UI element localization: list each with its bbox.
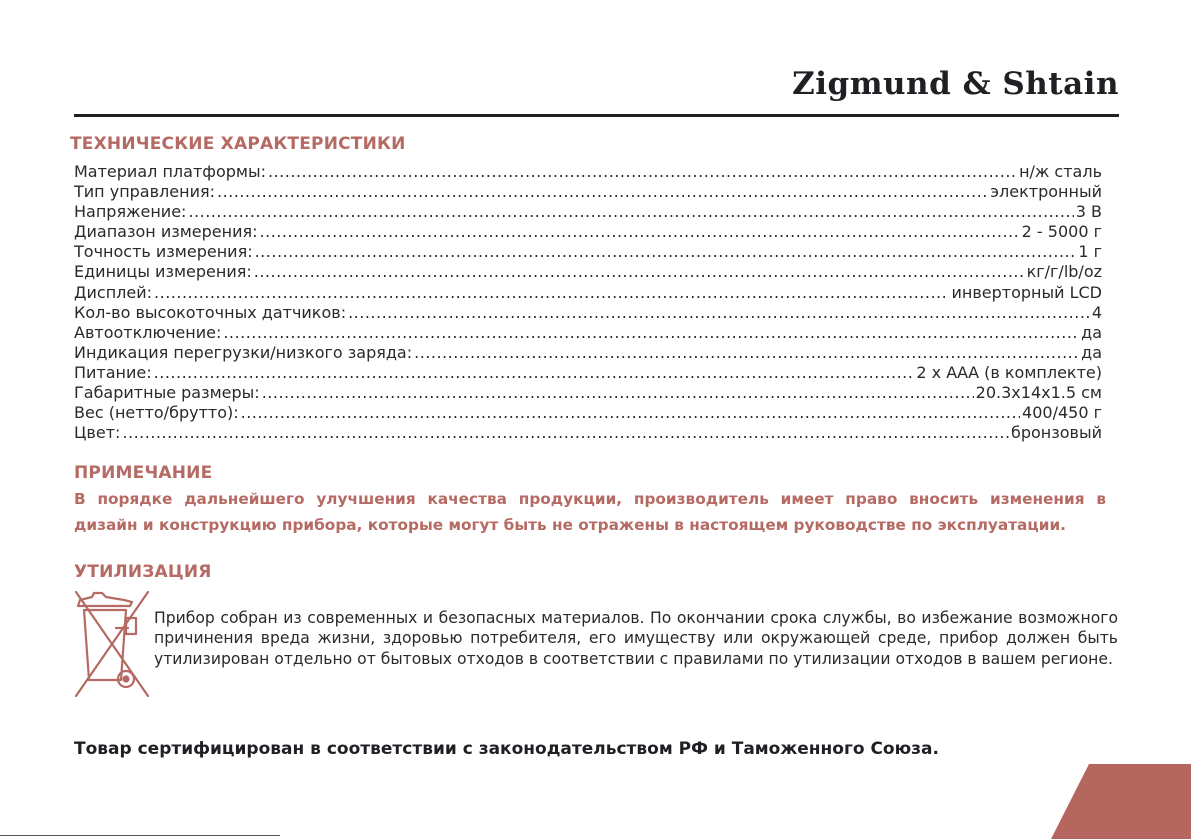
spec-value: 2 х ААА (в комплекте) (916, 362, 1102, 382)
spec-value: электронный (990, 182, 1102, 202)
spec-leader (154, 283, 949, 303)
spec-row (74, 383, 1102, 403)
spec-label: Тип управления: (74, 182, 215, 202)
spec-row (74, 323, 1102, 343)
certification-text: Товар сертифицирован в соответствии с законодательством РФ и Таможенного Союза. (74, 739, 939, 759)
spec-label: Индикация перегрузки/низкого заряда: (74, 342, 413, 362)
spec-value: 4 (1091, 302, 1102, 322)
spec-row (74, 202, 1102, 222)
spec-value: да (1081, 342, 1102, 362)
spec-value: 400/450 г (1022, 403, 1102, 423)
spec-leader (217, 182, 988, 202)
footer-rule (0, 835, 280, 836)
spec-label: Напряжение: (74, 202, 187, 222)
spec-leader (254, 262, 1025, 282)
spec-row (74, 283, 1102, 303)
spec-label: Кол-во высокоточных датчиков: (74, 302, 347, 322)
spec-value: да (1081, 322, 1102, 342)
spec-row (74, 162, 1102, 182)
disposal-heading: УТИЛИЗАЦИЯ (74, 562, 212, 582)
spec-row (74, 182, 1102, 202)
note-text (74, 486, 1106, 538)
note-line-2: дизайн и конструкцию прибора, которые могут быть не отражены в настоящем руководстве по эксплуатации. (74, 516, 1066, 534)
spec-label: Точность измерения: (74, 242, 253, 262)
spec-value: 20.3x14x1.5 см (975, 383, 1102, 403)
spec-row (74, 363, 1102, 383)
spec-leader (255, 242, 1077, 262)
spec-row (74, 403, 1102, 423)
spec-value: 3 В (1075, 202, 1102, 222)
spec-row (74, 423, 1102, 443)
spec-leader (262, 383, 974, 403)
note-heading: ПРИМЕЧАНИЕ (74, 463, 213, 483)
spec-row (74, 343, 1102, 363)
spec-leader (241, 403, 1020, 423)
spec-label: Материал платформы: (74, 162, 266, 181)
spec-label: Автоотключение: (74, 322, 222, 342)
spec-label: Питание: (74, 362, 152, 382)
crossed-bin-icon (72, 588, 154, 700)
spec-row (74, 242, 1102, 262)
disposal-text: Прибор собран из современных и безопасных материалов. По окончании срока службы, во избежание возможного причинения вреда жизни, здоровью потребителя, его имуществу или окружающей среде, прибор должен быть утилизирован отдельно от бытовых отходов в соответствии с правилами по утилизации отходов в вашем регионе. (154, 609, 1118, 668)
spec-leader (260, 222, 1020, 242)
spec-value: бронзовый (1010, 423, 1102, 443)
brand-logo: Zigmund & Shtain (792, 66, 1119, 102)
spec-leader (223, 323, 1079, 343)
spec-leader (414, 343, 1079, 363)
specs-list (74, 162, 1102, 443)
spec-row (74, 262, 1102, 282)
spec-leader (188, 202, 1073, 222)
spec-leader (348, 303, 1090, 323)
spec-value: 1 г (1078, 242, 1102, 262)
spec-row (74, 222, 1102, 242)
header-rule (74, 114, 1119, 117)
spec-leader (268, 162, 1017, 182)
spec-label: Цвет: (74, 423, 121, 443)
spec-label: Дисплей: (74, 282, 153, 302)
spec-row (74, 303, 1102, 323)
spec-value: н/ж сталь (1019, 162, 1102, 181)
spec-leader (154, 363, 915, 383)
spec-value: 2 - 5000 г (1021, 222, 1102, 242)
spec-label: Вес (нетто/брутто): (74, 403, 239, 423)
spec-label: Габаритные размеры: (74, 383, 260, 403)
specs-heading: ТЕХНИЧЕСКИЕ ХАРАКТЕРИСТИКИ (70, 134, 406, 154)
corner-decoration (1051, 764, 1191, 839)
spec-label: Единицы измерения: (74, 262, 252, 282)
spec-leader (122, 423, 1009, 443)
spec-value: кг/г/lb/oz (1026, 262, 1102, 282)
spec-label: Диапазон измерения: (74, 222, 258, 242)
note-line-1: В порядке дальнейшего улучшения качества продукции, производитель имеет право вносить изменения в (74, 490, 1106, 508)
spec-value: инверторный LCD (951, 282, 1102, 302)
